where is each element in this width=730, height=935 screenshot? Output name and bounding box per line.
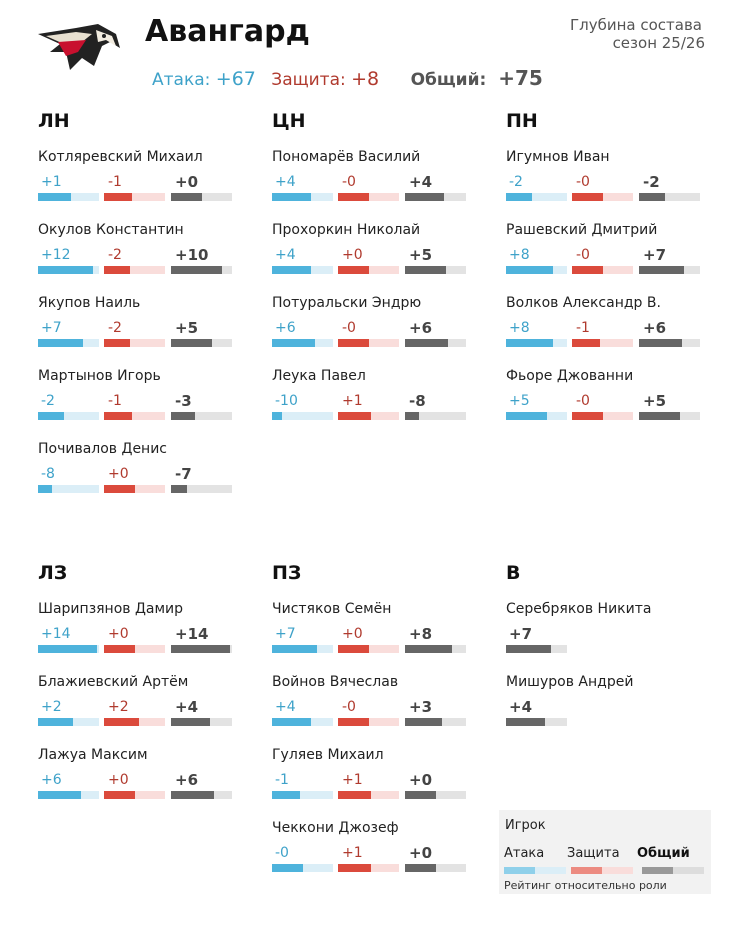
position-header: ПЗ (272, 562, 302, 584)
total-bar-track (639, 193, 700, 201)
total-bar (639, 339, 682, 347)
attack-bar (272, 412, 282, 420)
total-bar-track (506, 645, 567, 653)
defense-value: -1 (108, 393, 122, 409)
attack-bar-track (272, 339, 333, 347)
defense-bar (104, 339, 130, 347)
attack-value: +4 (275, 174, 296, 190)
attack-bar (38, 339, 83, 347)
player-card (506, 368, 706, 438)
total-bar-track (639, 339, 700, 347)
player-card (272, 222, 472, 292)
defense-value: -1 (576, 320, 590, 336)
defense-value: +1 (342, 393, 363, 409)
defense-bar (104, 266, 130, 274)
total-bar-track (171, 645, 232, 653)
summary-total-label: Общий: (410, 70, 487, 90)
total-bar-track (639, 412, 700, 420)
legend (499, 810, 711, 894)
attack-value: +6 (41, 772, 62, 788)
attack-value: +12 (41, 247, 71, 263)
defense-bar (338, 412, 371, 420)
player-name: Почивалов Денис (38, 441, 168, 457)
player-card (38, 222, 238, 292)
attack-value: -0 (275, 845, 289, 861)
defense-bar-track (104, 718, 165, 726)
defense-bar-track (104, 193, 165, 201)
defense-bar-track (104, 339, 165, 347)
total-value: +0 (409, 771, 433, 789)
player-name: Лажуа Максим (38, 747, 148, 763)
defense-value: +0 (108, 772, 129, 788)
attack-bar (272, 193, 311, 201)
attack-value: +2 (41, 699, 62, 715)
total-value: +3 (409, 698, 433, 716)
defense-bar-track (338, 339, 399, 347)
attack-value: -8 (41, 466, 55, 482)
defense-bar-track (104, 485, 165, 493)
defense-bar (104, 718, 139, 726)
summary-attack-value: +67 (215, 68, 256, 90)
player-name: Окулов Константин (38, 222, 184, 238)
total-value: +7 (643, 246, 667, 264)
total-bar-track (405, 718, 466, 726)
attack-value: +1 (41, 174, 62, 190)
attack-bar (506, 266, 553, 274)
total-bar (639, 193, 665, 201)
total-bar (405, 864, 436, 872)
legend-attack-label: Атака (504, 846, 545, 861)
defense-bar-track (104, 645, 165, 653)
player-name: Фьоре Джованни (506, 368, 634, 384)
attack-bar (272, 864, 303, 872)
defense-bar-track (572, 193, 633, 201)
attack-bar (506, 339, 553, 347)
defense-value: +0 (108, 466, 129, 482)
attack-bar-track (506, 193, 567, 201)
defense-bar (338, 645, 369, 653)
attack-bar (506, 412, 547, 420)
total-bar (171, 791, 214, 799)
attack-value: +8 (509, 247, 530, 263)
attack-bar (38, 193, 71, 201)
defense-bar (338, 864, 371, 872)
total-bar (171, 485, 187, 493)
position-header: ЦН (272, 110, 306, 132)
attack-bar-track (38, 645, 99, 653)
defense-bar (104, 412, 132, 420)
defense-value: +2 (108, 699, 129, 715)
player-name: Серебряков Никита (506, 601, 652, 617)
attack-bar-track (272, 266, 333, 274)
defense-value: -0 (342, 320, 356, 336)
subtitle-depth-chart: Глубина состава (569, 16, 702, 34)
total-value: -3 (175, 392, 192, 410)
attack-bar-track (272, 718, 333, 726)
total-value: +5 (409, 246, 433, 264)
total-bar-track (405, 266, 466, 274)
attack-value: +6 (275, 320, 296, 336)
player-card (272, 674, 472, 744)
total-bar-track (171, 485, 232, 493)
attack-bar (272, 339, 315, 347)
total-value: +4 (409, 173, 433, 191)
subtitle-season: сезон 25/26 (612, 34, 705, 52)
summary-defense (271, 70, 384, 90)
attack-bar-track (38, 412, 99, 420)
summary-defense-value: +8 (351, 68, 380, 90)
total-value: +6 (643, 319, 667, 337)
total-bar-track (171, 193, 232, 201)
player-name: Прохоркин Николай (272, 222, 421, 238)
player-name: Игумнов Иван (506, 149, 610, 165)
player-card (38, 441, 238, 511)
total-bar-track (405, 412, 466, 420)
summary-defense-label: Защита: (271, 70, 346, 90)
position-header: ПН (506, 110, 538, 132)
defense-value: +1 (342, 845, 363, 861)
total-value: -2 (643, 173, 660, 191)
total-bar (171, 266, 222, 274)
player-card (506, 674, 706, 744)
attack-bar (38, 645, 97, 653)
player-name: Войнов Вячеслав (272, 674, 399, 690)
player-card (38, 368, 238, 438)
attack-bar (38, 791, 81, 799)
total-value: +7 (509, 625, 533, 643)
total-bar (639, 266, 684, 274)
legend-attack-bar (504, 867, 566, 874)
attack-bar (272, 718, 311, 726)
defense-value: +1 (342, 772, 363, 788)
player-card (506, 222, 706, 292)
legend-total-bar (642, 867, 704, 874)
legend-defense-label: Защита (567, 846, 620, 861)
total-bar (506, 718, 545, 726)
attack-value: +7 (41, 320, 62, 336)
attack-bar-track (506, 266, 567, 274)
defense-bar (104, 791, 135, 799)
defense-bar (338, 791, 371, 799)
total-bar (171, 412, 195, 420)
defense-bar (104, 485, 135, 493)
attack-value: +14 (41, 626, 71, 642)
total-bar-track (405, 791, 466, 799)
total-value: +10 (175, 246, 209, 264)
total-bar-track (506, 718, 567, 726)
attack-value: -2 (509, 174, 523, 190)
total-value: +5 (643, 392, 667, 410)
total-bar-track (405, 193, 466, 201)
defense-bar-track (338, 864, 399, 872)
legend-total-label: Общий (637, 846, 690, 861)
total-bar (405, 791, 436, 799)
summary-total-value: +75 (498, 66, 543, 90)
position-header: ЛН (38, 110, 70, 132)
summary-attack-label: Атака: (152, 70, 211, 90)
team-logo-icon (36, 22, 122, 72)
player-card (272, 601, 472, 671)
attack-bar (38, 718, 73, 726)
total-bar (171, 718, 210, 726)
team-title: Авангард (145, 14, 310, 49)
attack-bar-track (506, 339, 567, 347)
attack-bar-track (272, 645, 333, 653)
defense-bar-track (338, 193, 399, 201)
player-card (272, 747, 472, 817)
defense-bar-track (104, 266, 165, 274)
attack-value: +5 (509, 393, 530, 409)
defense-bar (338, 339, 369, 347)
attack-bar (272, 266, 311, 274)
total-value: +8 (409, 625, 433, 643)
defense-bar-track (338, 791, 399, 799)
player-card (272, 149, 472, 219)
summary-attack (152, 70, 261, 90)
total-bar (506, 645, 551, 653)
attack-bar-track (38, 718, 99, 726)
legend-note: Рейтинг относительно роли (504, 879, 667, 892)
defense-value: -0 (342, 699, 356, 715)
defense-value: -2 (108, 247, 122, 263)
attack-bar-track (38, 266, 99, 274)
attack-bar (38, 412, 64, 420)
attack-bar-track (272, 193, 333, 201)
attack-value: +8 (509, 320, 530, 336)
total-value: +0 (409, 844, 433, 862)
total-bar-track (405, 645, 466, 653)
attack-bar (38, 485, 52, 493)
defense-bar-track (338, 718, 399, 726)
defense-value: -0 (342, 174, 356, 190)
player-card (38, 747, 238, 817)
player-name: Мишуров Андрей (506, 674, 634, 690)
player-card (272, 368, 472, 438)
player-name: Пономарёв Василий (272, 149, 421, 165)
total-bar-track (405, 339, 466, 347)
player-card (38, 601, 238, 671)
total-value: +4 (175, 698, 199, 716)
total-bar (405, 339, 448, 347)
total-bar (171, 339, 212, 347)
total-bar (405, 718, 442, 726)
player-card (38, 295, 238, 365)
defense-bar-track (338, 266, 399, 274)
position-header: ЛЗ (38, 562, 68, 584)
defense-bar (104, 193, 132, 201)
player-card (506, 601, 706, 671)
player-card (38, 149, 238, 219)
attack-bar-track (272, 864, 333, 872)
defense-value: +0 (108, 626, 129, 642)
player-name: Гуляев Михаил (272, 747, 384, 763)
summary-total (410, 66, 543, 90)
defense-bar-track (338, 412, 399, 420)
total-bar-track (171, 718, 232, 726)
player-card (506, 295, 706, 365)
attack-bar-track (38, 193, 99, 201)
defense-value: -1 (108, 174, 122, 190)
player-name: Котляревский Михаил (38, 149, 203, 165)
player-name: Рашевский Дмитрий (506, 222, 658, 238)
attack-value: +7 (275, 626, 296, 642)
total-bar-track (171, 412, 232, 420)
player-name: Чистяков Семён (272, 601, 392, 617)
player-name: Леука Павел (272, 368, 366, 384)
total-value: +14 (175, 625, 209, 643)
team-summary (152, 66, 543, 90)
attack-bar (506, 193, 532, 201)
player-card (272, 295, 472, 365)
player-name: Волков Александр В. (506, 295, 661, 311)
player-name: Блажиевский Артём (38, 674, 189, 690)
position-header: В (506, 562, 521, 584)
player-name: Чеккони Джозеф (272, 820, 399, 836)
attack-value: -2 (41, 393, 55, 409)
attack-bar-track (38, 485, 99, 493)
total-value: +6 (175, 771, 199, 789)
player-card (38, 674, 238, 744)
attack-bar-track (38, 339, 99, 347)
player-card (506, 149, 706, 219)
defense-bar-track (104, 412, 165, 420)
total-bar-track (171, 266, 232, 274)
total-value: +5 (175, 319, 199, 337)
total-value: -7 (175, 465, 192, 483)
defense-bar-track (572, 339, 633, 347)
attack-bar (38, 266, 93, 274)
defense-bar (338, 718, 369, 726)
attack-bar-track (38, 791, 99, 799)
defense-bar (572, 339, 600, 347)
defense-bar (104, 645, 135, 653)
total-bar (639, 412, 680, 420)
total-bar (405, 266, 446, 274)
attack-value: -10 (275, 393, 298, 409)
defense-value: -2 (108, 320, 122, 336)
attack-value: +4 (275, 247, 296, 263)
total-bar-track (639, 266, 700, 274)
defense-bar (338, 193, 369, 201)
attack-bar (272, 791, 300, 799)
total-bar-track (405, 864, 466, 872)
legend-defense-bar (571, 867, 633, 874)
total-bar (171, 645, 230, 653)
defense-bar-track (338, 645, 399, 653)
defense-value: +0 (342, 247, 363, 263)
player-name: Мартынов Игорь (38, 368, 161, 384)
defense-value: +0 (342, 626, 363, 642)
attack-value: -1 (275, 772, 289, 788)
total-value: +6 (409, 319, 433, 337)
total-bar-track (171, 339, 232, 347)
player-name: Якупов Наиль (38, 295, 141, 311)
defense-bar-track (572, 266, 633, 274)
defense-bar (572, 193, 603, 201)
defense-value: -0 (576, 247, 590, 263)
defense-value: -0 (576, 393, 590, 409)
defense-bar (572, 412, 603, 420)
total-bar (171, 193, 202, 201)
defense-bar (572, 266, 603, 274)
attack-bar-track (506, 412, 567, 420)
attack-bar-track (272, 791, 333, 799)
total-bar (405, 645, 452, 653)
player-name: Шарипзянов Дамир (38, 601, 184, 617)
total-bar-track (171, 791, 232, 799)
total-bar (405, 412, 419, 420)
attack-bar (272, 645, 317, 653)
total-value: -8 (409, 392, 426, 410)
defense-bar-track (572, 412, 633, 420)
total-value: +0 (175, 173, 199, 191)
player-name: Потуральски Эндрю (272, 295, 422, 311)
total-bar (405, 193, 444, 201)
player-card (272, 820, 472, 890)
attack-bar-track (272, 412, 333, 420)
attack-value: +4 (275, 699, 296, 715)
defense-bar-track (104, 791, 165, 799)
total-value: +4 (509, 698, 533, 716)
defense-value: -0 (576, 174, 590, 190)
legend-title: Игрок (505, 818, 546, 833)
defense-bar (338, 266, 369, 274)
